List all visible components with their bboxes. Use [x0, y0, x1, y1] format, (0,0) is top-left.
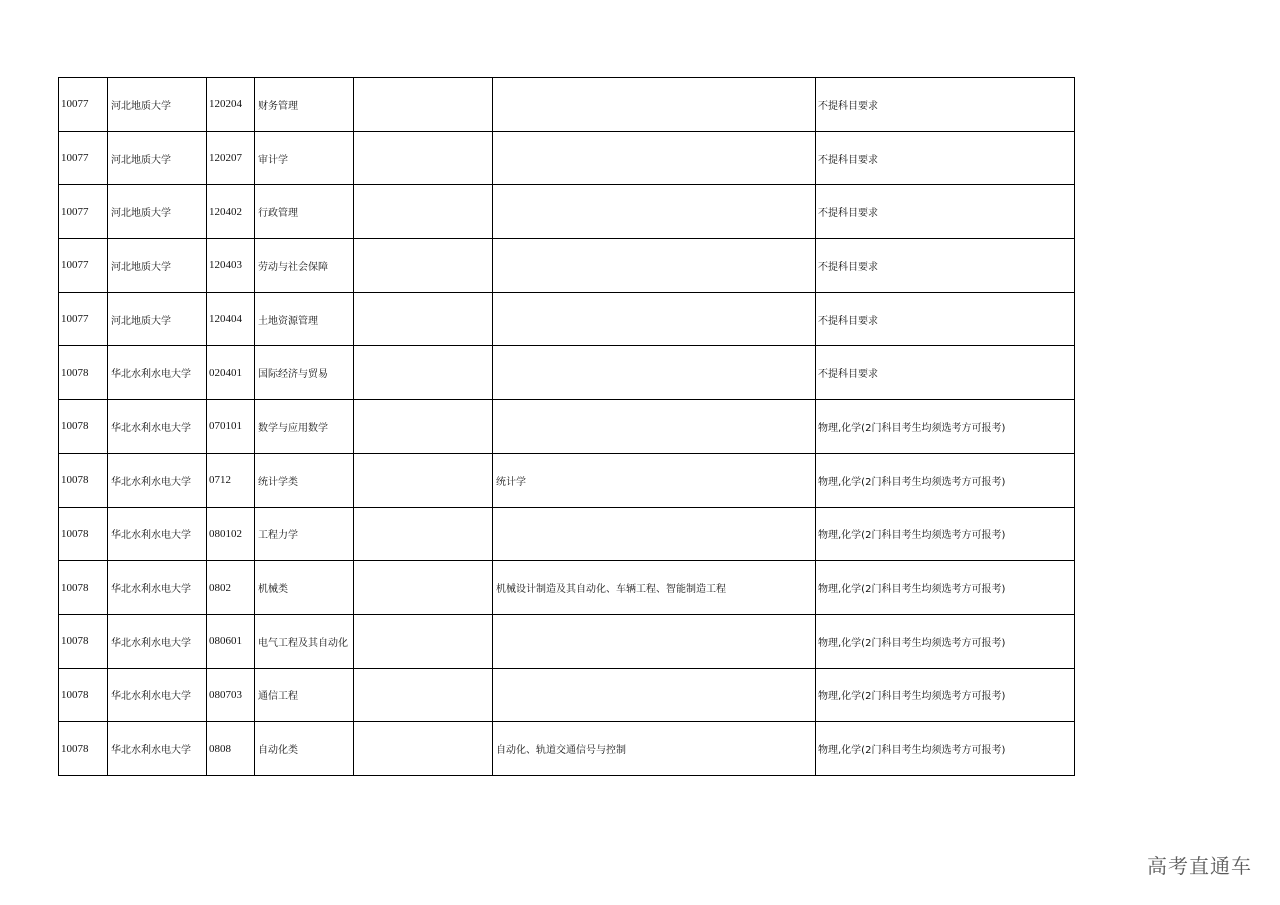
table-body — [59, 78, 1075, 776]
school-code-cell: 10077 — [59, 78, 108, 132]
table-row — [59, 507, 1075, 561]
table-row — [59, 722, 1075, 776]
school-code-cell: 10078 — [59, 722, 108, 776]
blank-cell — [354, 185, 493, 239]
school-code-cell: 10077 — [59, 292, 108, 346]
school-code-cell: 10077 — [59, 239, 108, 293]
school-name-cell: 华北水利水电大学 — [108, 400, 207, 454]
included-majors-cell — [493, 668, 816, 722]
major-code-cell: 080601 — [207, 614, 255, 668]
table-row — [59, 131, 1075, 185]
school-code-cell: 10077 — [59, 185, 108, 239]
school-name-cell: 华北水利水电大学 — [108, 507, 207, 561]
table-row — [59, 292, 1075, 346]
table-row — [59, 453, 1075, 507]
major-code-cell: 120204 — [207, 78, 255, 132]
major-name-cell: 国际经济与贸易 — [255, 346, 354, 400]
major-name-cell: 工程力学 — [255, 507, 354, 561]
blank-cell — [354, 400, 493, 454]
included-majors-cell — [493, 292, 816, 346]
subject-requirement-cell: 不提科目要求 — [816, 346, 1075, 400]
major-code-cell: 0808 — [207, 722, 255, 776]
table-row — [59, 400, 1075, 454]
major-code-cell: 120207 — [207, 131, 255, 185]
table-row — [59, 185, 1075, 239]
school-name-cell: 华北水利水电大学 — [108, 561, 207, 615]
major-code-cell: 080102 — [207, 507, 255, 561]
school-name-cell: 华北水利水电大学 — [108, 346, 207, 400]
blank-cell — [354, 507, 493, 561]
major-code-cell: 0712 — [207, 453, 255, 507]
subject-requirement-cell: 物理,化学(2门科目考生均须选考方可报考) — [816, 668, 1075, 722]
blank-cell — [354, 453, 493, 507]
subject-requirement-cell: 物理,化学(2门科目考生均须选考方可报考) — [816, 507, 1075, 561]
major-name-cell: 自动化类 — [255, 722, 354, 776]
included-majors-cell: 自动化、轨道交通信号与控制 — [493, 722, 816, 776]
major-name-cell: 统计学类 — [255, 453, 354, 507]
included-majors-cell: 统计学 — [493, 453, 816, 507]
blank-cell — [354, 78, 493, 132]
school-name-cell: 河北地质大学 — [108, 185, 207, 239]
major-code-cell: 070101 — [207, 400, 255, 454]
subject-requirement-cell: 不提科目要求 — [816, 185, 1075, 239]
blank-cell — [354, 131, 493, 185]
school-name-cell: 河北地质大学 — [108, 292, 207, 346]
school-code-cell: 10078 — [59, 614, 108, 668]
table-row — [59, 239, 1075, 293]
school-code-cell: 10078 — [59, 561, 108, 615]
subject-requirement-cell: 不提科目要求 — [816, 131, 1075, 185]
school-name-cell: 河北地质大学 — [108, 131, 207, 185]
school-name-cell: 河北地质大学 — [108, 239, 207, 293]
included-majors-cell — [493, 507, 816, 561]
included-majors-cell — [493, 400, 816, 454]
included-majors-cell — [493, 185, 816, 239]
blank-cell — [354, 614, 493, 668]
included-majors-cell — [493, 614, 816, 668]
included-majors-cell — [493, 346, 816, 400]
subject-requirement-cell: 物理,化学(2门科目考生均须选考方可报考) — [816, 453, 1075, 507]
school-name-cell: 华北水利水电大学 — [108, 722, 207, 776]
major-name-cell: 电气工程及其自动化 — [255, 614, 354, 668]
table-row — [59, 614, 1075, 668]
major-name-cell: 审计学 — [255, 131, 354, 185]
major-code-cell: 0802 — [207, 561, 255, 615]
table-row — [59, 561, 1075, 615]
subject-requirement-cell: 不提科目要求 — [816, 78, 1075, 132]
major-name-cell: 行政管理 — [255, 185, 354, 239]
table-row — [59, 668, 1075, 722]
blank-cell — [354, 668, 493, 722]
school-name-cell: 河北地质大学 — [108, 78, 207, 132]
subject-requirement-cell: 不提科目要求 — [816, 239, 1075, 293]
major-name-cell: 财务管理 — [255, 78, 354, 132]
major-code-cell: 120404 — [207, 292, 255, 346]
major-code-cell: 080703 — [207, 668, 255, 722]
school-code-cell: 10078 — [59, 400, 108, 454]
subject-requirement-cell: 物理,化学(2门科目考生均须选考方可报考) — [816, 561, 1075, 615]
subject-requirement-cell: 不提科目要求 — [816, 292, 1075, 346]
school-name-cell: 华北水利水电大学 — [108, 614, 207, 668]
major-name-cell: 劳动与社会保障 — [255, 239, 354, 293]
school-code-cell: 10077 — [59, 131, 108, 185]
subject-requirement-cell: 物理,化学(2门科目考生均须选考方可报考) — [816, 400, 1075, 454]
major-name-cell: 数学与应用数学 — [255, 400, 354, 454]
included-majors-cell — [493, 239, 816, 293]
school-code-cell: 10078 — [59, 453, 108, 507]
blank-cell — [354, 292, 493, 346]
table-row — [59, 346, 1075, 400]
blank-cell — [354, 722, 493, 776]
major-name-cell: 土地资源管理 — [255, 292, 354, 346]
major-name-cell: 机械类 — [255, 561, 354, 615]
included-majors-cell — [493, 131, 816, 185]
school-code-cell: 10078 — [59, 507, 108, 561]
included-majors-cell — [493, 78, 816, 132]
watermark-text: 高考直通车 — [1147, 854, 1252, 878]
school-code-cell: 10078 — [59, 346, 108, 400]
blank-cell — [354, 346, 493, 400]
major-code-cell: 120402 — [207, 185, 255, 239]
subject-requirement-cell: 物理,化学(2门科目考生均须选考方可报考) — [816, 614, 1075, 668]
blank-cell — [354, 239, 493, 293]
school-code-cell: 10078 — [59, 668, 108, 722]
major-name-cell: 通信工程 — [255, 668, 354, 722]
school-name-cell: 华北水利水电大学 — [108, 668, 207, 722]
subject-requirement-cell: 物理,化学(2门科目考生均须选考方可报考) — [816, 722, 1075, 776]
school-name-cell: 华北水利水电大学 — [108, 453, 207, 507]
blank-cell — [354, 561, 493, 615]
major-code-cell: 020401 — [207, 346, 255, 400]
included-majors-cell: 机械设计制造及其自动化、车辆工程、智能制造工程 — [493, 561, 816, 615]
admission-requirements-table — [58, 77, 1075, 776]
major-code-cell: 120403 — [207, 239, 255, 293]
table-row — [59, 78, 1075, 132]
